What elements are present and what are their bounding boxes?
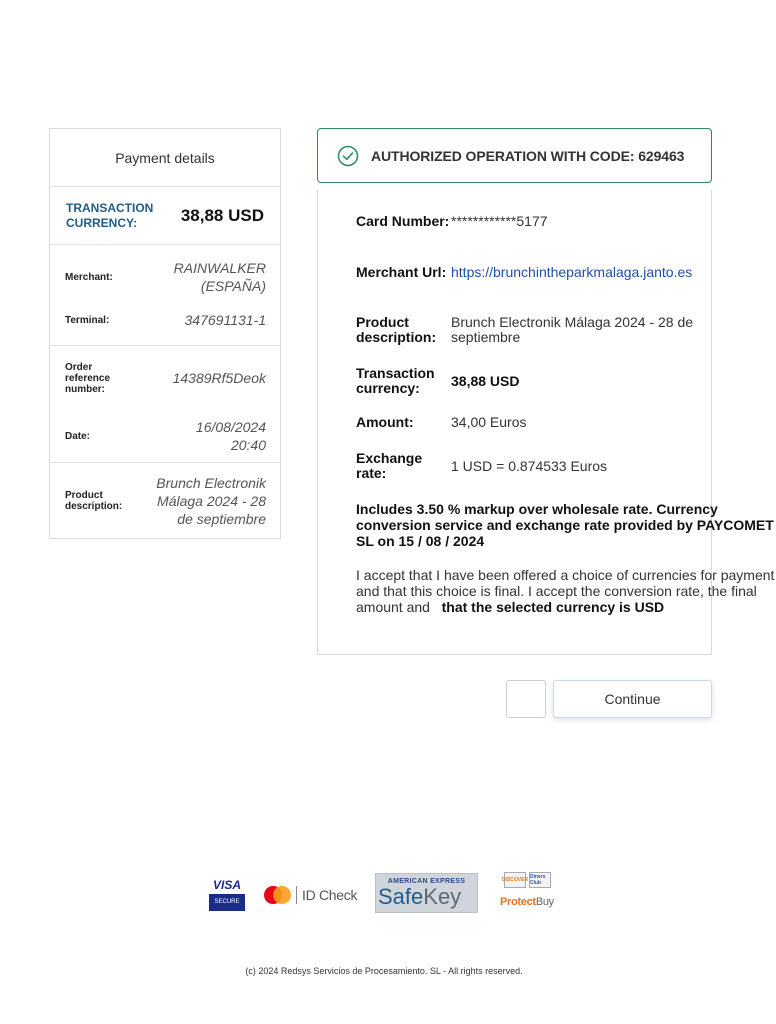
summary-date-value: 16/08/2024 20:40 <box>195 419 266 453</box>
card-number-value: ************5177 <box>451 213 548 229</box>
summary-product-row <box>50 463 280 539</box>
product-description-value: Brunch Electronik Málaga 2024 - 28 de septiembre <box>451 314 694 345</box>
transaction-currency-label: Transaction currency: <box>356 365 435 396</box>
summary-merchant-group <box>50 245 280 346</box>
summary-currency-label: TRANSACTION CURRENCY: <box>66 200 154 230</box>
exchange-rate-row <box>356 451 711 481</box>
visa-secure-logo <box>209 877 245 913</box>
merchant-url-link[interactable]: https://brunchintheparkmalaga.janto.es <box>451 264 693 280</box>
visa-logo-text: VISA <box>212 878 241 892</box>
buy-text: Buy <box>535 896 554 908</box>
summary-terminal-value: 347691131-1 <box>184 312 266 328</box>
payment-summary-panel <box>49 128 281 539</box>
protect-text: Protect <box>500 896 536 908</box>
check-circle-icon <box>337 145 359 167</box>
transaction-details-panel <box>317 190 775 655</box>
safe-text: Safe <box>378 884 424 909</box>
accept-text: I accept that I have been offered a choice of currencies for payment and that this choice is final. I accept the conversion rate, the final amount and <box>356 567 775 615</box>
authorized-text: AUTHORIZED OPERATION WITH CODE: 629463 <box>371 147 685 164</box>
accept-notice <box>356 567 776 615</box>
markup-notice: Includes 3.50 % markup over wholesale rate. Currency conversion service and exchange rate provided by PAYCOMET SL on 15 / 08 / 2024 <box>356 501 774 549</box>
card-number-row <box>356 214 711 229</box>
continue-button[interactable]: Continue <box>553 680 712 718</box>
summary-terminal-row <box>50 299 280 341</box>
summary-currency-value: 38,88 USD <box>180 205 264 225</box>
amex-text: AMERICAN EXPRESS <box>387 878 466 885</box>
amex-safekey-logo <box>375 873 478 913</box>
summary-merchant-row <box>50 255 280 299</box>
protectbuy-logo <box>500 872 560 918</box>
exchange-rate-value: 1 USD = 0.874533 Euros <box>451 457 608 474</box>
summary-date-row <box>50 410 280 462</box>
product-description-label: Product description: <box>356 314 437 345</box>
discover-icon: DISCOVER <box>504 872 526 888</box>
transaction-currency-value: 38,88 USD <box>451 372 520 389</box>
visa-secure-text: SECURE <box>209 894 245 911</box>
summary-merchant-value: RAINWALKER (ESPAÑA) <box>173 260 266 294</box>
summary-order-row <box>50 346 280 410</box>
summary-order-group <box>50 346 280 463</box>
accept-bold-text: that the selected currency is USD <box>441 599 665 615</box>
merchant-url-label: Merchant Url: <box>356 264 447 280</box>
summary-title: Payment details <box>50 129 280 187</box>
idcheck-text: ID Check <box>302 887 358 903</box>
summary-merchant-label: Merchant: <box>65 271 113 283</box>
key-text: Key <box>423 884 462 909</box>
summary-order-label: Order reference number: <box>65 361 111 395</box>
mastercard-idcheck-logo <box>264 883 364 907</box>
amount-row <box>356 415 711 430</box>
summary-date-label: Date: <box>65 430 91 442</box>
diners-icon: Diners Club <box>529 872 551 888</box>
summary-product-label: Product description: <box>65 490 123 512</box>
footer-copyright: (c) 2024 Redsys Servicios de Procesamiento. SL - All rights reserved. <box>245 966 523 976</box>
summary-currency-row <box>50 187 280 245</box>
merchant-url-row <box>356 265 711 280</box>
amount-label: Amount: <box>356 414 414 430</box>
summary-order-value: 14389Rf5Deok <box>172 370 266 386</box>
mastercard-icon <box>264 886 291 904</box>
summary-product-value: Brunch Electronik Málaga 2024 - 28 de septiembre <box>156 475 266 527</box>
product-description-row <box>356 315 711 345</box>
security-logos <box>0 870 768 920</box>
exchange-rate-label: Exchange rate: <box>356 450 423 481</box>
secondary-button[interactable] <box>506 680 546 718</box>
amount-value: 34,00 Euros <box>451 414 527 430</box>
transaction-currency-row <box>356 366 711 396</box>
card-number-label: Card Number: <box>356 213 450 229</box>
authorized-banner <box>317 128 712 183</box>
summary-terminal-label: Terminal: <box>65 314 110 326</box>
